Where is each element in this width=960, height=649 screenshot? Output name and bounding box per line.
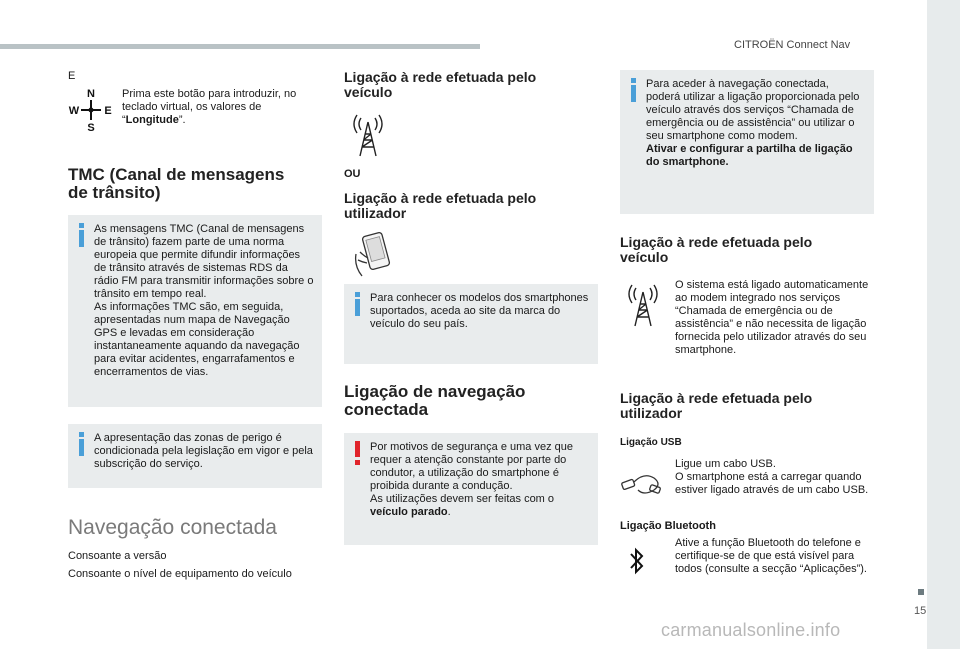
vehicle-connection-title: Ligação à rede efetuada pelo veículo bbox=[344, 69, 537, 100]
bluetooth-icon bbox=[627, 546, 647, 576]
user-connection-title-2: Ligação à rede efetuada pelo utilizador bbox=[620, 390, 813, 421]
compass-e: E bbox=[104, 105, 112, 117]
info-icon bbox=[75, 223, 89, 247]
longitude-instruction: Prima este botão para introduzir, no teclado virtual, os valores de “Longitude”. bbox=[122, 88, 297, 126]
usb-connection-text: Ligue um cabo USB. O smartphone está a carregar quando estiver ligado através de um cabo USB. bbox=[675, 458, 869, 496]
tmc-title: TMC (Canal de mensagens de trânsito) bbox=[68, 165, 285, 202]
compass-s: S bbox=[87, 122, 95, 134]
compass-icon[interactable] bbox=[68, 86, 114, 134]
connected-access-info-box: Para aceder à navegação conectada, poderá utilizar a ligação proporcionada pelo veículo através dos serviços “Chamada de emergência ou de assistência” ou utilizar o seu smartphone como modem. Ativar e configurar a partilha de ligação do smartphone. bbox=[620, 70, 874, 214]
info-icon bbox=[351, 292, 365, 316]
smartphone-models-info-box: Para conhecer os modelos dos smartphones suportados, aceda ao site da marca do veículo do seu país. bbox=[344, 284, 598, 364]
or-label: OU bbox=[344, 168, 361, 180]
header-title: CITROËN Connect Nav bbox=[734, 39, 851, 51]
info-icon bbox=[627, 78, 641, 102]
tmc-info-box: As mensagens TMC (Canal de mensagens de trânsito) fazem parte de uma norma europeia que permite difundir informações de trânsito através de sistemas RDS da rádio FM para transmitir informações sobre o trânsito em tempo real. As informações TMC são, em seguida, apresentadas num mapa de Navegação GPS e levadas em consideração instantaneamente aquando da navegação para evitar acidentes, engarrafamentos e encerramentos de vias. bbox=[68, 215, 322, 407]
smartphone-hand-icon bbox=[350, 232, 394, 278]
page-number: 15 bbox=[914, 605, 927, 617]
page-side-strip bbox=[927, 0, 960, 649]
e-letter: E bbox=[68, 70, 76, 82]
warning-icon bbox=[351, 441, 365, 465]
version-note-2: Consoante o nível de equipamento do veículo bbox=[68, 568, 292, 580]
usb-cable-icon bbox=[620, 468, 664, 498]
safety-warning-box: Por motivos de segurança e uma vez que requer a atenção constante por parte do condutor, a utilização do smartphone é proibida durante a condução. As utilizações devem ser feitas com o veículo parado. bbox=[344, 433, 598, 545]
bluetooth-connection-label: Ligação Bluetooth bbox=[620, 520, 716, 532]
compass-n: N bbox=[87, 88, 95, 100]
connected-navigation-link-title: Ligação de navegação conectada bbox=[344, 382, 526, 419]
usb-connection-label: Ligação USB bbox=[620, 437, 682, 448]
danger-zones-info-box: A apresentação das zonas de perigo é condicionada pela legislação em vigor e pela subscrição do serviço. bbox=[68, 424, 322, 488]
version-note-1: Consoante a versão bbox=[68, 550, 167, 562]
compass-w: W bbox=[68, 105, 80, 117]
bluetooth-connection-text: Ative a função Bluetooth do telefone e certifique-se de que está visível para todos (consulte a secção “Aplicações”). bbox=[675, 537, 867, 575]
vehicle-connection-title-2: Ligação à rede efetuada pelo veículo bbox=[620, 234, 813, 265]
user-connection-title: Ligação à rede efetuada pelo utilizador bbox=[344, 190, 537, 221]
connected-navigation-title: Navegação conectada bbox=[68, 516, 277, 539]
header-bar bbox=[0, 44, 480, 49]
vehicle-connection-text: O sistema está ligado automaticamente ao modem integrado nos serviços “Chamada de emergência ou de assistência” e não necessita de ligação fornecida pelo utilizador através do seu smartphone. bbox=[675, 279, 869, 356]
antenna-icon bbox=[627, 282, 659, 328]
watermark: carmanualsonline.info bbox=[661, 620, 841, 640]
continue-marker bbox=[918, 589, 924, 595]
antenna-icon bbox=[352, 112, 384, 158]
info-icon bbox=[75, 432, 89, 456]
